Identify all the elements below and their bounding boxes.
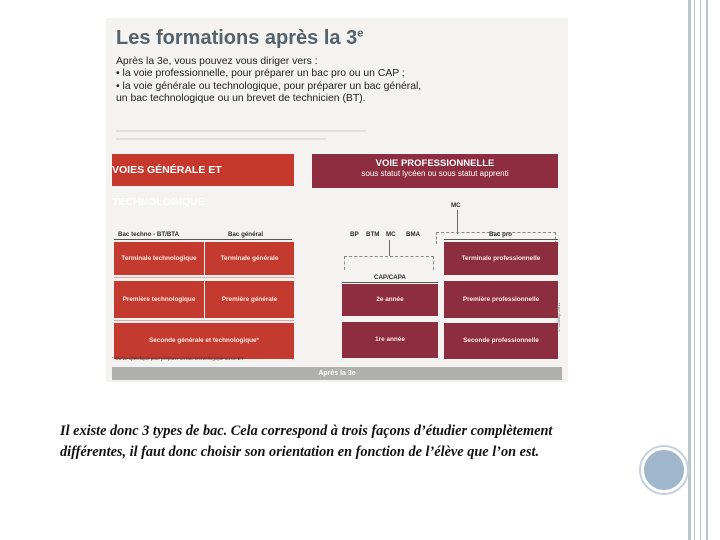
formations-diagram [106, 18, 568, 382]
slide-border-line [694, 0, 695, 540]
diagram-intro: Après la 3e, vous pouvez vous diriger vers : • la voie professionnelle, pour préparer un bac pro ou un CAP ; • la voie générale ou technologique, pour préparer un bac général, un bac technologique ou un brevet de technicien (BT). [116, 56, 422, 105]
dashed-bracket [344, 256, 434, 270]
header-bac-techno: Bac techno - BT/BTA [118, 231, 180, 238]
header-bp: BP [350, 231, 359, 238]
header-rule [342, 282, 438, 283]
cell-cap-1re-annee: 1re année [342, 322, 438, 358]
slide-border-line [706, 0, 708, 540]
decorative-circle [641, 447, 687, 493]
header-btm: BTM [366, 231, 380, 238]
header-rule [444, 239, 558, 240]
cell-seconde-gt: Seconde générale et technologique* [114, 323, 294, 359]
connector-line [389, 240, 390, 256]
header-rule [206, 239, 292, 240]
cell-terminale-pro: Terminale professionnelle [444, 242, 558, 275]
header-bac-pro: Bac pro [489, 231, 513, 238]
row-separator [114, 277, 294, 278]
header-mc: MC [386, 231, 396, 238]
header-bac-general: Bac général [228, 231, 264, 238]
apres-la-3e-bar: Après la 3e [112, 367, 562, 380]
cell-premiere-pro: Première professionnelle [444, 281, 558, 318]
cell-terminale-generale: Terminale générale [205, 242, 294, 275]
diagram-footnote: * Ou 2e spécifique pour préparer un bac technologique ou un BT [112, 356, 244, 361]
cell-seconde-pro: Seconde professionnelle [444, 323, 558, 359]
cell-terminale-techno: Terminale technologique [114, 242, 204, 275]
header-rule [114, 239, 209, 240]
diagram-title: Les formations après la 3e [116, 27, 364, 49]
header-bma: BMA [406, 231, 421, 238]
faint-text-line [116, 130, 366, 132]
slide-border-line [688, 0, 691, 540]
voie-professionnelle-band: VOIE PROFESSIONNELLE sous statut lycéen ou sous statut apprenti [312, 154, 558, 188]
header-mc-top: MC [451, 202, 461, 209]
voie-generale-band: VOIES GÉNÉRALE ET TECHNOLOGIQUE [112, 154, 294, 186]
slide-caption: Il existe donc 3 types de bac. Cela correspond à trois façons d’étudier complètement différentes, il faut donc choisir son orientation en fonction de l’élève que l’on est. [60, 423, 553, 460]
connector-line [457, 210, 458, 234]
cell-cap-2e-annee: 2e année [342, 284, 438, 316]
slide-border-line [700, 0, 701, 540]
diagram-copyright: © Onisep 2011 [556, 302, 561, 332]
cell-premiere-generale: Première générale [205, 281, 294, 318]
cell-premiere-techno: Première technologique [114, 281, 204, 318]
row-separator [114, 320, 294, 321]
faint-text-line [116, 138, 326, 140]
header-cap: CAP/CAPA [374, 274, 406, 281]
